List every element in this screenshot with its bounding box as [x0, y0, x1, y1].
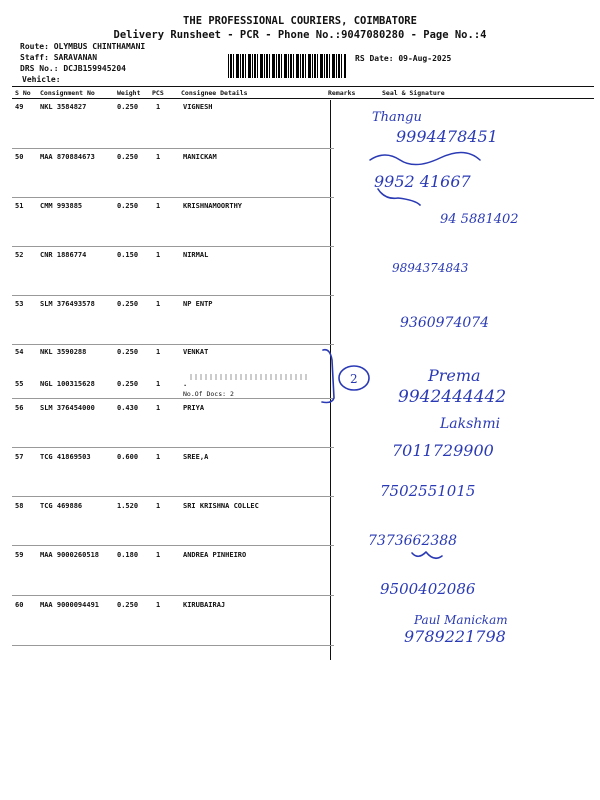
row-55-weight: 0.250	[117, 380, 139, 388]
row-59-weight: 0.180	[117, 551, 139, 559]
row-51-cons: CMM 993885	[40, 202, 83, 210]
row-52-consignee: NIRMAL	[183, 251, 209, 259]
header-top-rule	[12, 86, 594, 87]
remarks-column-line	[330, 100, 331, 660]
row-60-pcs: 1	[156, 601, 161, 609]
row-separator	[12, 496, 334, 497]
sig-60-phone: 9789221798	[404, 627, 506, 646]
runsheet-subtitle: Delivery Runsheet - PCR - Phone No.:9047080280 - Page No.:4	[113, 29, 487, 41]
sig-58-phone: 7373662388	[368, 533, 458, 549]
row-57-sno: 57	[15, 453, 24, 461]
sig-53-phone: 9360974074	[400, 315, 490, 331]
row-separator	[12, 595, 334, 596]
row-53-weight: 0.250	[117, 300, 139, 308]
row-53-cons: SLM 376493578	[40, 300, 95, 308]
row-55-consignee: .	[183, 380, 188, 388]
row-60-consignee: KIRUBAIRAJ	[183, 601, 226, 609]
row-separator	[12, 344, 334, 345]
sig-50-phone: 9952 41667	[374, 172, 471, 191]
row-separator	[12, 148, 334, 149]
row-58-consignee: SRI KRISHNA COLLEC	[183, 502, 259, 510]
row-60-sno: 60	[15, 601, 24, 609]
row-separator	[12, 246, 334, 247]
row-54-sno: 54	[15, 348, 24, 356]
header-bottom-rule	[12, 98, 594, 99]
row-58-sno: 58	[15, 502, 24, 510]
row-49-cons: NKL 3584827	[40, 103, 87, 111]
col-pcs: PCS	[152, 89, 164, 97]
row-52-sno: 52	[15, 251, 24, 259]
row-51-weight: 0.250	[117, 202, 139, 210]
row-separator	[12, 645, 334, 646]
docs-note: No.Of Docs: 2	[183, 390, 234, 398]
row-54-pcs: 1	[156, 348, 161, 356]
sig-56-name: Lakshmi	[440, 416, 501, 432]
row-57-weight: 0.600	[117, 453, 139, 461]
drs-number: DRS No.: DCJB159945204	[20, 64, 126, 73]
row-50-sno: 50	[15, 153, 24, 161]
circled-number: 2	[350, 372, 358, 386]
row-55-cons: NGL 100315628	[40, 380, 95, 388]
row-51-sno: 51	[15, 202, 24, 210]
row-54-cons: NKL 3590288	[40, 348, 87, 356]
col-weight: Weight	[117, 89, 141, 97]
sig-49-name: Thangu	[372, 110, 422, 125]
row-49-weight: 0.250	[117, 103, 139, 111]
row-50-pcs: 1	[156, 153, 161, 161]
row-60-cons: MAA 9000094491	[40, 601, 100, 609]
sig-54-phone: 9942444442	[398, 387, 507, 407]
row-56-pcs: 1	[156, 404, 161, 412]
row-50-cons: MAA 870884673	[40, 153, 95, 161]
row-56-weight: 0.430	[117, 404, 139, 412]
row-separator	[12, 398, 334, 399]
staff-label: Staff: SARAVANAN	[20, 53, 98, 62]
row-55-pcs: 1	[156, 380, 161, 388]
row-separator	[12, 197, 334, 198]
col-remarks: Remarks	[328, 89, 356, 97]
rs-date: RS Date: 09-Aug-2025	[355, 54, 452, 63]
route-label: Route: OLYMBUS CHINTHAMANI	[20, 42, 146, 51]
sig-57-phone: 7502551015	[380, 482, 476, 500]
row-57-pcs: 1	[156, 453, 161, 461]
row-56-sno: 56	[15, 404, 24, 412]
row-53-consignee: NP ENTP	[183, 300, 213, 308]
row-59-consignee: ANDREA PINHEIRO	[183, 551, 247, 559]
circled-number-mark	[339, 366, 369, 390]
row-53-pcs: 1	[156, 300, 161, 308]
col-signature: Seal & Signature	[382, 89, 445, 97]
row-58-cons: TCG 469886	[40, 502, 83, 510]
row-49-consignee: VIGNESH	[183, 103, 213, 111]
sig-60-name: Paul Manickam	[414, 613, 508, 627]
row-54-consignee: VENKAT	[183, 348, 209, 356]
sig-49-phone: 9994478451	[396, 127, 498, 146]
col-consignment: Consignment No	[40, 89, 95, 97]
sig-51-phone: 94 5881402	[440, 212, 519, 227]
sig-59-phone: 9500402086	[380, 580, 476, 598]
row-52-cons: CNR 1886774	[40, 251, 87, 259]
row-60-weight: 0.250	[117, 601, 139, 609]
bracket-mark	[322, 350, 334, 403]
row-58-weight: 1.520	[117, 502, 139, 510]
row-56-cons: SLM 376454000	[40, 404, 95, 412]
row-51-consignee: KRISHNAMOORTHY	[183, 202, 243, 210]
faint-print-marks	[190, 374, 310, 380]
company-title: THE PROFESSIONAL COURIERS, COIMBATORE	[183, 15, 417, 27]
row-59-sno: 59	[15, 551, 24, 559]
row-51-pcs: 1	[156, 202, 161, 210]
row-separator	[12, 447, 334, 448]
barcode	[228, 54, 346, 78]
row-separator	[12, 545, 334, 546]
row-57-consignee: SREE,A	[183, 453, 209, 461]
row-separator	[12, 295, 334, 296]
col-consignee: Consignee Details	[181, 89, 248, 97]
row-56-consignee: PRIYA	[183, 404, 205, 412]
sig-54-name: Prema	[428, 366, 481, 385]
row-59-pcs: 1	[156, 551, 161, 559]
row-59-cons: MAA 9000260518	[40, 551, 100, 559]
row-52-pcs: 1	[156, 251, 161, 259]
row-49-pcs: 1	[156, 103, 161, 111]
row-53-sno: 53	[15, 300, 24, 308]
sign-scribble-51	[378, 189, 420, 205]
row-57-cons: TCG 41869503	[40, 453, 91, 461]
row-58-pcs: 1	[156, 502, 161, 510]
sig-52-phone: 9894374843	[392, 261, 469, 275]
sig-50-scrawl	[370, 152, 480, 164]
row-54-weight: 0.250	[117, 348, 139, 356]
row-50-weight: 0.250	[117, 153, 139, 161]
row-55-sno: 55	[15, 380, 24, 388]
row-52-weight: 0.150	[117, 251, 139, 259]
vehicle-label: Vehicle:	[22, 75, 61, 84]
col-sno: S No	[15, 89, 31, 97]
sign-scribble-58	[412, 552, 442, 558]
row-49-sno: 49	[15, 103, 24, 111]
sig-56-phone: 7011729900	[392, 441, 494, 460]
row-50-consignee: MANICKAM	[183, 153, 217, 161]
